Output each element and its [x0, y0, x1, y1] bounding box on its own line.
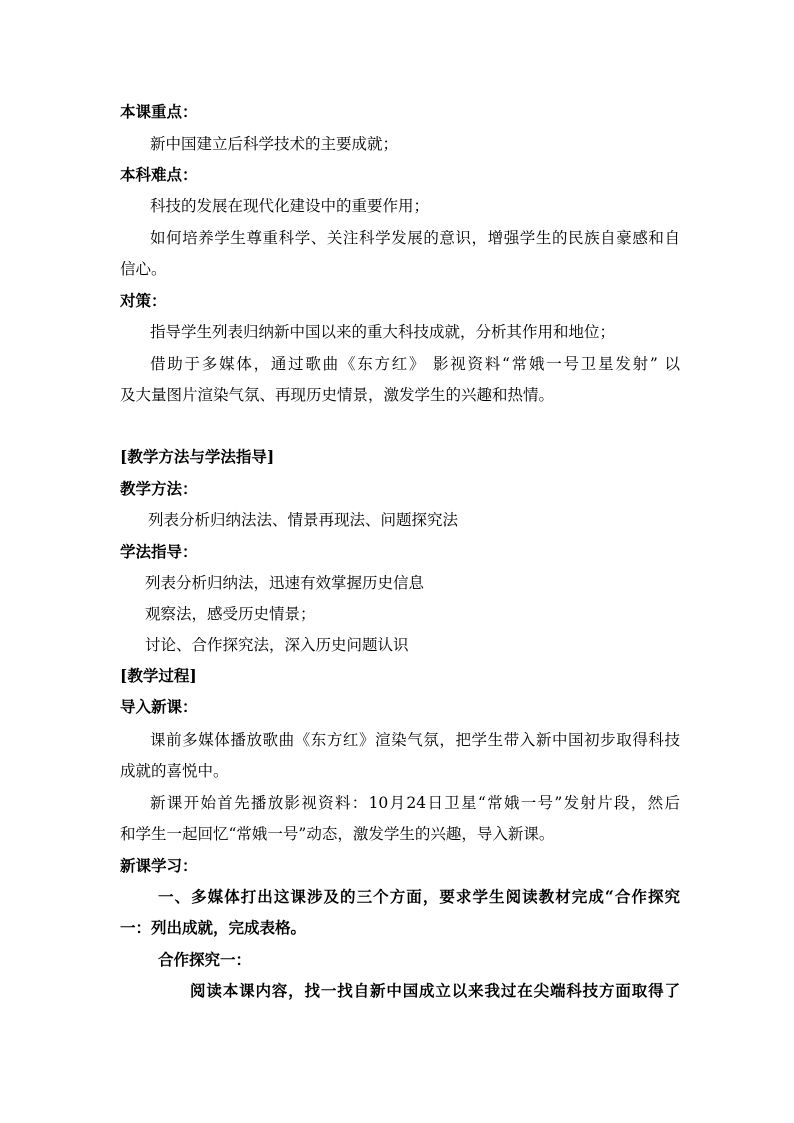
paragraph-line: 成就的喜悦中。	[120, 762, 229, 780]
paragraph-line: 如何培养学生尊重科学、关注科学发展的意识，增强学生的民族自豪感和自	[150, 229, 680, 247]
paragraph-line: 新中国建立后科学技术的主要成就；	[150, 135, 399, 153]
paragraph-line: 和学生一起回忆“常娥一号”动态，激发学生的兴趣，导入新课。	[120, 825, 555, 843]
paragraph-line: 信心。	[120, 260, 167, 278]
paragraph-line: 讨论、合作探究法，深入历史问题认识	[145, 636, 409, 654]
heading-strategy: 对策：	[120, 291, 167, 310]
heading-new-lesson: 新课学习：	[120, 856, 198, 875]
paragraph-line: 借助于多媒体，通过歌曲《东方红》 影视资料“常娥一号卫星发射” 以	[150, 355, 680, 373]
section-heading-process: [教学过程]	[120, 666, 197, 685]
heading-cooperative-inquiry: 合作探究一：	[158, 950, 252, 969]
paragraph-line: 列表分析归纳法法、情景再现法、问题探究法	[148, 511, 459, 529]
paragraph-line: 及大量图片渲染气氛、再现历史情景，激发学生的兴趣和热情。	[120, 386, 555, 404]
paragraph-line: 新课开始首先播放影视资料：10月24日卫星“常娥一号”发射片段，然后	[150, 794, 680, 812]
heading-introduction: 导入新课：	[120, 697, 198, 716]
section-heading-methods: [教学方法与学法指导]	[120, 447, 275, 466]
paragraph-line: 列表分析归纳法，迅速有效掌握历史信息	[145, 574, 425, 592]
paragraph-line: 课前多媒体播放歌曲《东方红》渲染气氛，把学生带入新中国初步取得科技	[150, 731, 680, 749]
heading-teaching-methods: 教学方法：	[120, 479, 198, 498]
heading-difficulties: 本科难点：	[120, 165, 198, 184]
paragraph-line: 观察法，感受历史情景；	[145, 605, 316, 623]
paragraph-line: 指导学生列表归纳新中国以来的重大科技成就，分析其作用和地位；	[150, 323, 616, 341]
heading-key-points: 本课重点：	[120, 102, 198, 121]
paragraph-line: 阅读本课内容，找一找自新中国成立以来我过在尖端科技方面取得了	[190, 981, 680, 1000]
heading-learning-guidance: 学法指导：	[120, 542, 198, 561]
paragraph-line: 科技的发展在现代化建设中的重要作用；	[150, 197, 430, 215]
paragraph-line: 一：列出成就，完成表格。	[120, 918, 307, 937]
paragraph-line: 一、多媒体打出这课涉及的三个方面，要求学生阅读教材完成“合作探究	[158, 887, 680, 906]
